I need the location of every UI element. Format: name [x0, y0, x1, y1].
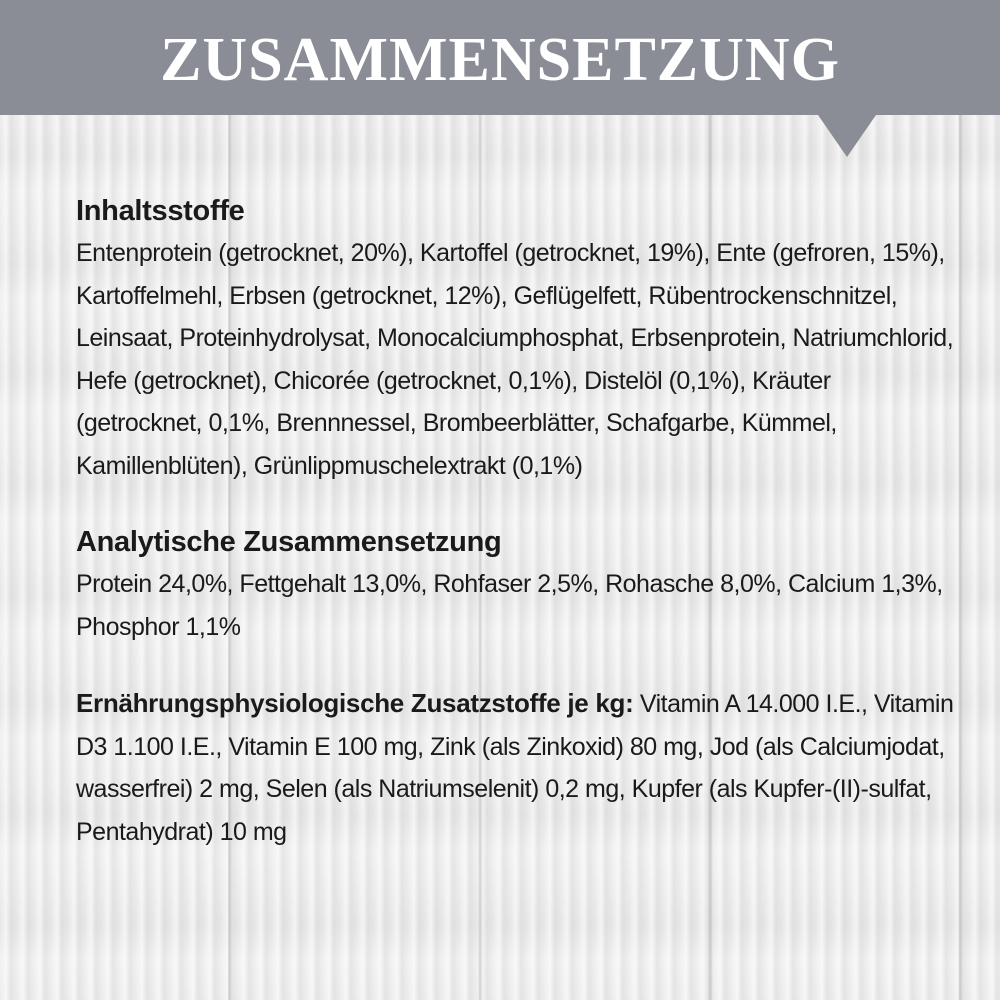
header-pointer-arrow — [818, 115, 876, 157]
section-text-additives: Vitamin A 14.000 I.E., Vitamin D3 1.100 I.E., Vitamin E 100 mg, Zink (als Zinkoxid) 80 mg, Jod (als Calciumjodat, wasserfrei) 2 mg, Selen (als Natriumselenit) 0,2 mg, Kupfer (als Kupfer-(II)-sulfat, Pentahydrat) 10 mg — [76, 690, 954, 846]
section-ingredients — [76, 190, 956, 487]
header-banner — [0, 0, 1000, 115]
section-additives — [76, 682, 956, 853]
section-analytical — [76, 521, 956, 648]
page-title: ZUSAMMENSETZUNG — [160, 25, 840, 94]
section-text-ingredients: Entenprotein (getrocknet, 20%), Kartoffel (getrocknet, 19%), Ente (gefroren, 15%), Kartoffelmehl, Erbsen (getrocknet, 12%), Geflügelfett, Rübentrockenschnitzel, Leinsaat, Proteinhydrolysat, Monocalciumphosphat, Erbsenprotein, Natriumchlorid, Hefe (getrocknet), Chicorée (getrocknet, 0,1%), Distelöl (0,1%), Kräuter (getrocknet, 0,1%, Brennnessel, Brombeerblätter, Schafgarbe, Kümmel, Kamillenblüten), Grünlippmuschelextrakt (0,1%) — [76, 239, 954, 480]
section-text-analytical: Protein 24,0%, Fettgehalt 13,0%, Rohfaser 2,5%, Rohasche 8,0%, Calcium 1,3%, Phosphor 1,1% — [76, 570, 943, 641]
composition-content — [76, 190, 956, 887]
section-title-ingredients: Inhaltsstoffe — [76, 195, 245, 227]
section-additives-paragraph — [76, 682, 956, 853]
section-title-analytical: Analytische Zusammensetzung — [76, 526, 502, 558]
section-title-additives: Ernährungsphysiologische Zusatzstoffe je kg: — [76, 688, 634, 718]
